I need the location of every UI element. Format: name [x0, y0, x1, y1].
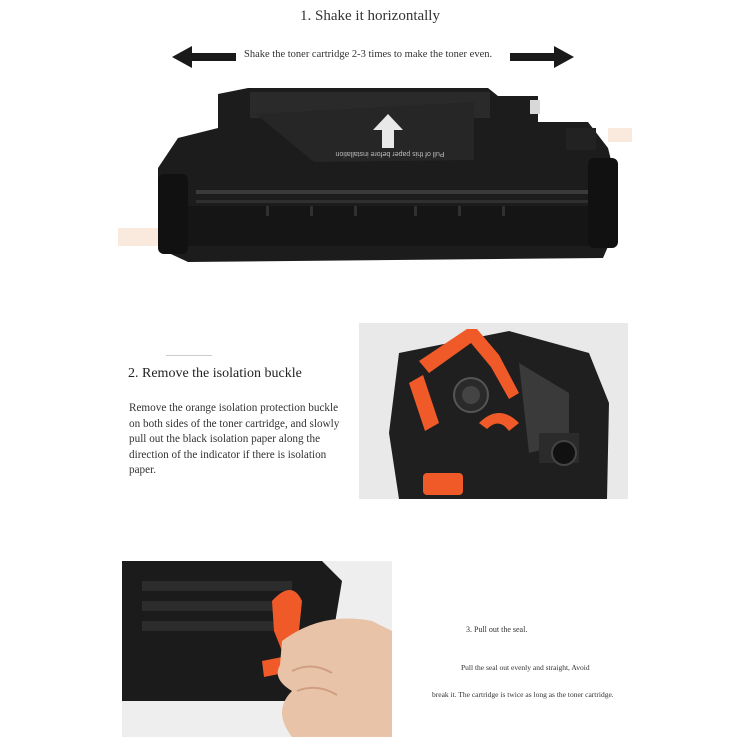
step3-title: 3. Pull out the seal.	[466, 625, 528, 634]
step2-body: Remove the orange isolation protection buckle on both sides of the toner cartridge, and slowly pull out the black isolation paper along the direction of the indicator if there is isolation paper.	[129, 402, 340, 477]
step1-title: 1. Shake it horizontally	[300, 8, 440, 24]
isolation-buckle-photo	[359, 323, 628, 499]
step1-description: Shake the toner cartridge 2-3 times to make the toner even.	[244, 49, 493, 60]
pull-seal-photo	[122, 561, 392, 737]
arrow-right-icon	[510, 46, 574, 68]
arrow-left-icon	[172, 46, 236, 68]
toner-cartridge-image	[118, 78, 632, 274]
step2-title: 2. Remove the isolation buckle	[128, 366, 302, 381]
cartridge-label-text: Pull of this paper before installation	[335, 150, 445, 157]
step3-line1: Pull the seal out evenly and straight, Avoid	[461, 663, 590, 672]
step3-line2: break it. The cartridge is twice as long as the toner cartridge.	[432, 690, 614, 699]
step2-divider	[166, 355, 212, 356]
